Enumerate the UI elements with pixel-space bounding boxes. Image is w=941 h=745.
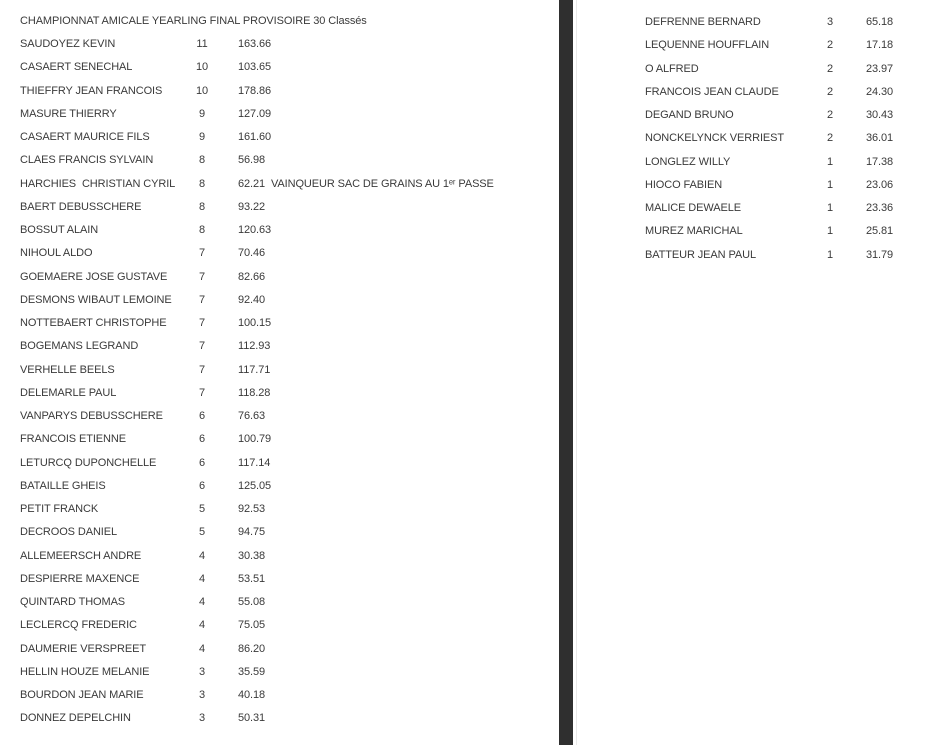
- fancier-name: DEGAND BRUNO: [645, 109, 734, 121]
- fancier-name: HELLIN HOUZE MELANIE: [20, 665, 150, 678]
- prize-count: 1: [826, 248, 834, 261]
- coefficient-value: 65.18: [866, 16, 894, 28]
- coefficient-value: 163.66: [238, 38, 272, 50]
- fancier-name: DELEMARLE PAUL: [20, 386, 117, 399]
- prize-count: 7: [198, 386, 206, 399]
- prize-count: 6: [198, 410, 206, 422]
- coefficient-value: 178.86: [238, 84, 272, 97]
- prize-count: 4: [198, 572, 206, 585]
- fancier-name: DECROOS DANIEL: [20, 526, 118, 539]
- ranking-row: [0, 363, 559, 386]
- coefficient-value: 30.38: [238, 549, 266, 562]
- fancier-name: CASAERT MAURICE FILS: [20, 131, 150, 143]
- prize-count: 2: [826, 132, 834, 145]
- fancier-name: NONCKELYNCK VERRIEST: [645, 132, 784, 145]
- coefficient-value: 82.66: [238, 270, 266, 283]
- ranking-row: [0, 595, 559, 618]
- coefficient-value: 23.36: [866, 202, 894, 214]
- fancier-name: BAERT DEBUSSCHERE: [20, 200, 142, 213]
- coefficient-value: 86.20: [238, 642, 266, 655]
- coefficient-value: 62.21: [238, 177, 266, 190]
- coefficient-value: 35.59: [238, 665, 266, 678]
- coefficient-value: 118.28: [238, 386, 271, 399]
- ranking-row: [577, 108, 941, 131]
- prize-count: 1: [826, 178, 834, 191]
- prize-count: 8: [198, 200, 206, 213]
- fancier-name: BOSSUT ALAIN: [20, 224, 99, 236]
- fancier-name: PETIT FRANCK: [20, 503, 99, 515]
- prize-count: 2: [826, 109, 834, 121]
- ranking-row: [0, 549, 559, 572]
- prize-count: 3: [826, 16, 834, 28]
- coefficient-value: 117.71: [238, 363, 271, 376]
- ranking-row: [0, 316, 559, 339]
- ranking-row: [0, 502, 559, 525]
- prize-count: 6: [198, 433, 206, 446]
- coefficient-value: 117.14: [238, 456, 271, 469]
- prize-count: 11: [196, 38, 208, 50]
- prize-count: 4: [198, 642, 206, 655]
- ranking-row: [577, 201, 941, 224]
- fancier-name: GOEMAERE JOSE GUSTAVE: [20, 270, 168, 283]
- ranking-row: [0, 525, 559, 548]
- ranking-row: [0, 386, 559, 409]
- ranking-list-right: [577, 15, 941, 271]
- fancier-name: THIEFFRY JEAN FRANCOIS: [20, 84, 163, 97]
- ranking-row: [577, 131, 941, 154]
- ranking-row: [0, 456, 559, 479]
- coefficient-value: 70.46: [238, 247, 266, 260]
- fancier-name: LEQUENNE HOUFFLAIN: [645, 39, 770, 52]
- prize-count: 6: [198, 479, 206, 492]
- ranking-row: [0, 642, 559, 665]
- ranking-row: [0, 432, 559, 455]
- prize-count: 10: [195, 84, 209, 97]
- ranking-row: [0, 711, 559, 734]
- ranking-row: [577, 224, 941, 247]
- fancier-name: BATTEUR JEAN PAUL: [645, 248, 756, 261]
- ranking-row: [0, 200, 559, 223]
- prize-count: 2: [826, 85, 834, 98]
- prize-count: 7: [198, 363, 206, 376]
- prize-count: 5: [198, 526, 206, 539]
- prize-count: 8: [198, 224, 206, 236]
- prize-count: 4: [198, 549, 206, 562]
- fancier-name: FRANCOIS ETIENNE: [20, 433, 126, 446]
- fancier-name: DONNEZ DEPELCHIN: [20, 712, 131, 725]
- coefficient-value: 53.51: [238, 572, 266, 585]
- ranking-row: [0, 618, 559, 641]
- ranking-row: [0, 688, 559, 711]
- page-right: [577, 0, 941, 745]
- prize-count: 6: [198, 456, 206, 469]
- ranking-row: [577, 155, 941, 178]
- ranking-row: [0, 339, 559, 362]
- fancier-name: MASURE THIERRY: [20, 107, 117, 120]
- prize-count: 2: [826, 39, 834, 52]
- fancier-name: MUREZ MARICHAL: [645, 225, 743, 238]
- prize-count: 1: [826, 202, 834, 214]
- prize-count: 5: [198, 503, 206, 515]
- prize-count: 4: [198, 619, 206, 632]
- ranking-row: [0, 177, 559, 200]
- coefficient-value: 23.06: [866, 178, 894, 191]
- coefficient-value: 23.97: [866, 62, 894, 75]
- fancier-name: SAUDOYEZ KEVIN: [20, 38, 116, 50]
- coefficient-value: 55.08: [238, 596, 266, 608]
- fancier-name: FRANCOIS JEAN CLAUDE: [645, 85, 779, 98]
- coefficient-value: 103.65: [238, 61, 272, 74]
- ranking-row: [0, 246, 559, 269]
- ranking-row: [577, 38, 941, 61]
- prize-count: 7: [198, 340, 206, 353]
- fancier-name: CLAES FRANCIS SYLVAIN: [20, 154, 154, 167]
- ranking-row: [0, 409, 559, 432]
- coefficient-value: 112.93: [238, 340, 271, 353]
- ranking-row: [0, 223, 559, 246]
- fancier-name: BATAILLE GHEIS: [20, 479, 106, 492]
- document-title: CHAMPIONNAT AMICALE YEARLING FINAL PROVISOIRE 30 Classés: [20, 15, 367, 27]
- ranking-row: [0, 572, 559, 595]
- fancier-name: MALICE DEWAELE: [645, 202, 741, 214]
- fancier-name: BOURDON JEAN MARIE: [20, 689, 144, 701]
- ranking-row: [577, 15, 941, 38]
- ranking-row: [577, 85, 941, 108]
- coefficient-value: 93.22: [238, 200, 266, 213]
- coefficient-value: 17.18: [866, 39, 894, 52]
- prize-count: 2: [826, 62, 834, 75]
- fancier-name: HIOCO FABIEN: [645, 178, 723, 191]
- fancier-name: NOTTEBAERT CHRISTOPHE: [20, 317, 167, 329]
- coefficient-value: 50.31: [238, 712, 266, 725]
- ranking-row: [0, 665, 559, 688]
- fancier-name: DESMONS WIBAUT LEMOINE: [20, 293, 172, 306]
- fancier-name: HARCHIES CHRISTIAN CYRIL: [20, 177, 176, 190]
- ranking-row: [0, 293, 559, 316]
- ranking-row: [0, 270, 559, 293]
- prize-count: 4: [198, 596, 206, 608]
- coefficient-value: 120.63: [238, 224, 272, 236]
- fancier-name: CASAERT SENECHAL: [20, 61, 133, 74]
- fancier-name: LETURCQ DUPONCHELLE: [20, 456, 157, 469]
- prize-count: 3: [198, 712, 206, 725]
- coefficient-value: 75.05: [238, 619, 266, 632]
- coefficient-value: 31.79: [866, 248, 894, 261]
- coefficient-value: 161.60: [238, 131, 272, 143]
- coefficient-value: 127.09: [238, 107, 272, 120]
- prize-count: 7: [198, 317, 206, 329]
- fancier-name: DAUMERIE VERSPREET: [20, 642, 146, 655]
- prize-count: 7: [198, 247, 206, 260]
- fancier-name: QUINTARD THOMAS: [20, 596, 126, 608]
- prize-count: 10: [195, 61, 209, 74]
- prize-count: 1: [826, 225, 834, 238]
- coefficient-value: 92.40: [238, 293, 266, 306]
- fancier-name: DESPIERRE MAXENCE: [20, 572, 140, 585]
- fancier-name: ALLEMEERSCH ANDRE: [20, 549, 142, 562]
- coefficient-value: 25.81: [866, 225, 894, 238]
- fancier-name: O ALFRED: [645, 62, 699, 75]
- prize-count: 7: [198, 270, 206, 283]
- ranking-row: [0, 60, 559, 83]
- ranking-row: [0, 107, 559, 130]
- coefficient-value: 125.05: [238, 479, 272, 492]
- coefficient-value: 76.63: [238, 410, 266, 422]
- coefficient-value: 94.75: [238, 526, 266, 539]
- fancier-name: LONGLEZ WILLY: [645, 155, 731, 168]
- fancier-name: VERHELLE BEELS: [20, 363, 115, 376]
- ranking-row: [0, 153, 559, 176]
- coefficient-value: 40.18: [238, 689, 266, 701]
- prize-count: 9: [198, 131, 206, 143]
- ranking-row: [0, 84, 559, 107]
- coefficient-value: 30.43: [866, 109, 894, 121]
- prize-count: 7: [198, 293, 206, 306]
- prize-count: 3: [198, 689, 206, 701]
- prize-count: 1: [826, 155, 834, 168]
- fancier-name: DEFRENNE BERNARD: [645, 16, 761, 28]
- page-gap-divider: [559, 0, 573, 745]
- prize-count: 3: [198, 665, 206, 678]
- coefficient-value: 36.01: [866, 132, 894, 145]
- prize-count: 8: [198, 177, 206, 190]
- fancier-name: VANPARYS DEBUSSCHERE: [20, 410, 163, 422]
- coefficient-value: 17.38: [866, 155, 894, 168]
- coefficient-value: 100.79: [238, 433, 272, 446]
- coefficient-value: 56.98: [238, 154, 266, 167]
- prize-note: VAINQUEUR SAC DE GRAINS AU 1ᵉʳ PASSE: [271, 177, 494, 190]
- coefficient-value: 24.30: [866, 85, 894, 98]
- ranking-row: [0, 479, 559, 502]
- ranking-row: [0, 37, 559, 60]
- prize-count: 8: [198, 154, 206, 167]
- fancier-name: BOGEMANS LEGRAND: [20, 340, 139, 353]
- coefficient-value: 100.15: [238, 317, 272, 329]
- coefficient-value: 92.53: [238, 503, 266, 515]
- ranking-row: [577, 62, 941, 85]
- prize-count: 9: [198, 107, 206, 120]
- ranking-list-left: [0, 37, 559, 735]
- fancier-name: LECLERCQ FREDERIC: [20, 619, 137, 632]
- ranking-row: [577, 178, 941, 201]
- ranking-row: [577, 248, 941, 271]
- fancier-name: NIHOUL ALDO: [20, 247, 93, 260]
- ranking-row: [0, 130, 559, 153]
